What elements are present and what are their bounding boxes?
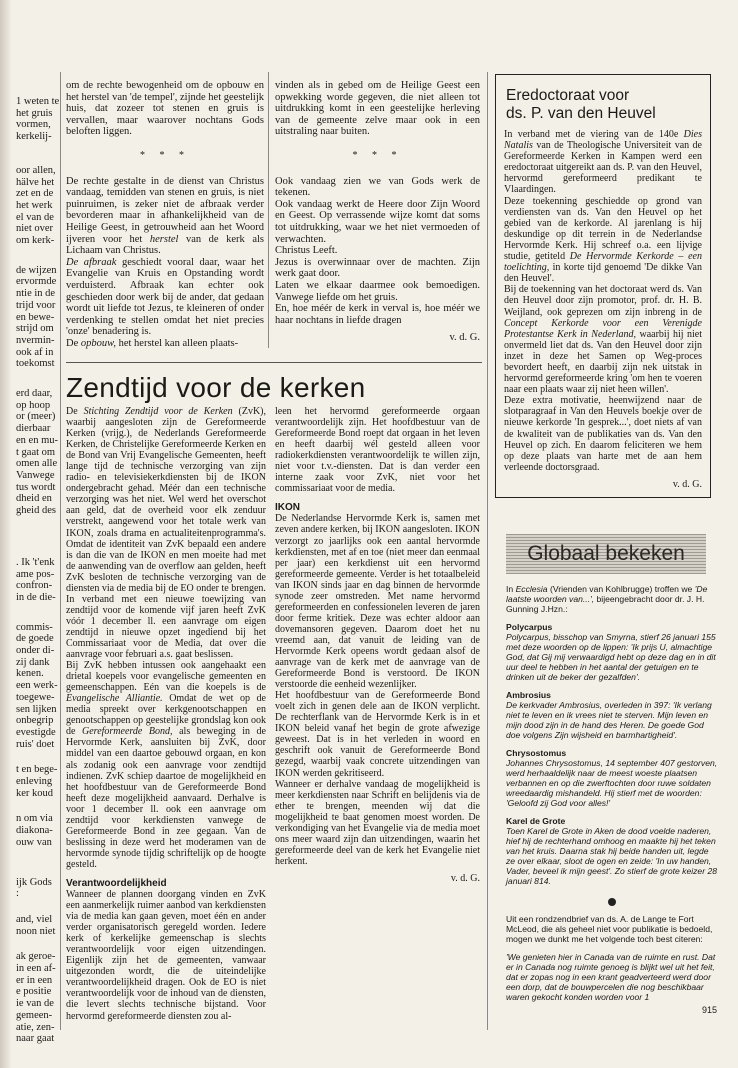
fragment-line: en en mu- (16, 434, 58, 446)
fragment-line: strijd om (16, 323, 54, 335)
fragment-line: hälve het (16, 176, 55, 188)
fragment-line: nvermin- (16, 334, 55, 346)
fragment-line: op hoop (16, 399, 51, 411)
fragment-line: ame pos- (16, 568, 55, 580)
fragment-line: het gruis (16, 107, 53, 119)
globaal-outro: Uit een rondzendbrief van ds. A. de Lange te Fort McLeod, die als geheel niet voor publikatie is bedoeld, mogen we dunkt me het volgende toch best citeren: (506, 914, 713, 944)
fragment-line: om kerk- (16, 235, 55, 247)
top-col1-paragraph-4: De opbouw, het herstel kan alleen plaats- (66, 337, 239, 349)
fragment-line: evestigde (16, 726, 56, 738)
top-col1-paragraph-3: De afbraak geschiedt vooral daar, waar het Evangelie van Kruis en Opstanding wordt verduisterd. Afbraak kan echter ook geschieden door werk bij de ander, dat gedaan wordt uit liefde tot Jezus, te kleineren of onder verdenking te stellen omdat het niet precies 'onze' benadering is. (66, 256, 264, 338)
fragment-line: noon niet (16, 925, 56, 937)
fragment-line: el van de (16, 211, 54, 223)
fragment-line: naar gaat (16, 1033, 55, 1045)
fragment-line: onbegrip (16, 715, 54, 727)
fragment-line: diakona- (16, 825, 53, 837)
bullet-dot-icon (608, 898, 616, 906)
zendtijd-column-2 (275, 406, 480, 1008)
fragment-line: and, viel (16, 913, 53, 925)
zendtijd-paragraph-4: Wanneer de plannen doorgang vinden en ZvK een aanmerkelijk ruimer aanbod van kerkdiensten via de media kan gaan geven, moet één en ander verder organisatorisch geregeld worden. Iedere kerk of kerkelijke gemeenschap is slechts verantwoordelijk voor eigen uitzendingen. Eigenlijk zijn het de gemeenten, vanwaar uitgezonden wordt, die de uiteindelijke verantwoordelijkheid dragen. Ook de EO is niet verantwoordelijk voor de inhoud van de diensten, die levert slechts technische bijstand. Voor hervormd gereformeerde diensten zou al- (66, 889, 266, 1022)
fragment-line: . Ik 't'enk (16, 556, 55, 568)
top-article-signature: v. d. G. (449, 332, 480, 344)
top-col2-line: Ook vandaag werkt de Heere door Zijn Woord en Geest. Op verrassende wijze komt dat soms tot uitdrukking, waar we het niet vermoeden of verwachten. (275, 198, 480, 245)
fragment-line: atie, zen- (16, 1021, 55, 1033)
globaal-item-heading: Chrysostomus (506, 748, 567, 758)
left-fragment-column (16, 96, 60, 1045)
fragment-line: een werk- (16, 680, 58, 692)
fragment-line: t en bege- (16, 764, 58, 776)
article-headline: Zendtijd voor de kerken (66, 372, 366, 403)
globaal-item-text: Polycarpus, bisschop van Smyrna, stierf 26 januari 155 met deze woorden op de lippen: 'Ik prijs U, almachtige God, dat Gij mij verwaardigd hebt op deze dag en in dit uur deel te hebben in het aantal der getuigen en te drinken uit de beker der gezalfden'. (506, 632, 716, 682)
section-stars: * * * (140, 149, 190, 161)
globaal-item-heading: Ambrosius (506, 690, 551, 700)
fragment-line: in een af- (16, 963, 56, 975)
fragment-line: toegewe- (16, 691, 55, 703)
top-article-column-2 (275, 80, 480, 352)
fragment-block (16, 877, 56, 900)
fragment-block (16, 165, 56, 247)
fragment-line: zet en de (16, 188, 54, 200)
fragment-line: oor allen, (16, 164, 56, 176)
fragment-line: Vanwege (16, 469, 55, 481)
fragment-line: : (16, 888, 19, 900)
globaal-item-text: Johannes Chrysostomus, 14 september 407 gestorven, werd herhaaldelijk naar de meest woeste plaatsen verbannen en op die zwerftochten door ruwe soldaten wreedaardig mishandeld. Hij stierf met de woorden: 'Geloofd zij God voor alles!' (506, 758, 718, 808)
globaal-item-heading: Polycarpus (506, 622, 553, 632)
fragment-line: de wijzen (16, 264, 57, 276)
fragment-line: kenen. (16, 668, 44, 680)
subheading-verantwoordelijkheid: Verantwoordelijkheid (66, 877, 167, 889)
fragment-line: gemeen- (16, 1009, 53, 1021)
fragment-line: vormen, (16, 119, 51, 131)
fragment-line: enleving (16, 776, 53, 788)
zendtijd-signature: v. d. G. (450, 872, 480, 884)
top-col2-line: Jezus is overwinnaar over de machten. Zijn werk gaat door. (275, 256, 480, 280)
fragment-line: dheid en (16, 493, 52, 505)
zendtijd-col2-paragraph-3: Het hoofdbestuur van de Gereformeerde Bond voelt zich in genen dele aan de IKON verplicht. De rechterflank van de Hervormde Kerk is in et IKON beleid vanaf het begin de grote afwezige geweest. Dat is in het verleden in woord en geschrift ook vanuit de Gereformeerde Bond gezegd, waarbij vaak concrete uitzendingen van IKON werden gekritiseerd. (275, 690, 480, 779)
globaal-intro: In Ecclesia (Vrienden van Kohlbrugge) troffen we 'De laatste woorden van...', bijeengebracht door dr. J. H. Gunning J.Hzn.: (506, 584, 708, 614)
top-col1-paragraph-2: De rechte gestalte in de dienst van Christus vandaag, temidden van stenen en gruis, is niet puinruimen, is zeker niet de afbraak verder bevorderen maar in afhankelijkheid van de Heilige Geest, in getrouwheid aan het Woord ijveren voor het herstel van de kerk als Lichaam van Christus. (66, 175, 264, 257)
eredoctoraat-signature: v. d. G. (672, 478, 702, 490)
fragment-line: 1 weten te (16, 96, 60, 107)
top-col2-line: Christus Leeft. (275, 245, 338, 257)
fragment-line: commis- (16, 621, 53, 633)
fragment-line: ijk Gods (16, 876, 52, 888)
subheading-ikon: IKON (275, 502, 300, 514)
fragment-line: omen alle (16, 458, 58, 470)
fragment-block (16, 388, 56, 517)
fragment-block (16, 764, 56, 799)
fragment-line: en bewe- (16, 311, 55, 323)
fragment-line: ie van de (16, 998, 54, 1010)
zendtijd-paragraph-2: In verband met een nieuwe toewijzing van zendtijd voor de komende vijf jaren heeft ZvK vóór 1 december ll. een aanvrage om eigen zendtijd in nieuwe opzet ingediend bij het Commissariaat voor de Media, dat over die aanvrage voor februari a.s. gaat beslissen. (66, 593, 266, 661)
top-col2-paragraph-1: vinden als in gebed om de Heilige Geest een opwekking worde gegeven, die niet alleen tot uitdrukking komt in een geestelijke herleving van de gemeente zelve maar ook in een uitstraling naar buiten. (275, 80, 480, 138)
eredoctoraat-body: In verband met de viering van de 140e Dies Natalis van de Theologische Universiteit van de Gereformeerde Kerken in Kampen werd een eredoctoraat uitgereikt aan ds. P. van den Heuvel, hervormd gereformeerd predikant te Vlaardingen. Deze toekenning geschiedde op grond van verdiensten van ds. Van den Heuvel op het gebied van de kerkorde. Al jarenlang is hij deskundige op dit terrein in de Nederlandse Hervormde Kerk. Hij schreef o.a. een lijvige studie, getiteld De Hervormde Kerkorde – een toelichting, in korte tijd genoemd 'De dikke Van den Heuvel'. Bij de toekenning van het doctoraat werd ds. Van den Heuvel door zijn promotor, prof. dr. H. B. Weijland, ook geprezen om zijn inbreng in de Concept Kerkorde voor een Verenigde Protestantse Kerk in Nederland, waarbij hij niet onvermeld liet dat ds. Van den Heuvel door zijn inzet in deze het Samen op Weg-proces bevordert heeft, en daarbij zijn nek uitstak in hervormd gereformeerde kring 'om hen te voeren naar een plaats waar zij niet heen willen'. Deze extra motivatie, heenwijzend naar de slotparagraaf in Van den Heuvels boekje over de nieuwe kerkorde 'In gesprek...', doet niets af van de kwaliteit van de publikaties van ds. Van den Heuvel op zich. En daarom feliciteren we hem op deze plaats van harte met de aan hem verleende doctorsgraad. v. d. G. (504, 129, 703, 490)
eredoctoraat-title: Eredoctoraat voor ds. P. van den Heuvel (506, 87, 656, 122)
top-article-column-1 (66, 80, 264, 352)
globaal-quote: 'We genieten hier in Canada van de ruimte en rust. Dat er in Canada nog ruimte genoeg is blijkt wel uit het feit, dat er zopas nog in een krant geadverteerd werd door een dorp, dat de bouwpercelen die nog beschikbaar waren gekocht konden worden voor 1 (506, 952, 716, 1002)
fragment-line: ervormde (16, 276, 57, 288)
page-spine (0, 0, 12, 1068)
zendtijd-col2-paragraph-1: leen het hervormd gereformeerde orgaan verantwoordelijk zijn. Het hoofdbestuur van de Gereformeerde Bond roept dat orgaan in het leven en heeft daarbij wél gesteld alleen voor radiokerkdiensten verantwoordelijk te willen zijn, niet voor t.v.-diensten. Dat is dan verder een interne zaak voor ZvK, niet voor het commissariaat voor de media. (275, 406, 480, 495)
fragment-line: confron- (16, 580, 53, 592)
fragment-line: trijd voor (16, 299, 56, 311)
top-col2-line: En, hoe méér de kerk in verval is, hoe méér we haar nochtans in liefde dragen (275, 303, 480, 326)
fragment-line: or (meer) (16, 411, 56, 423)
fragment-block (16, 96, 60, 143)
top-col2-line: Ook vandaag zien we van Gods werk de tekenen. (275, 175, 480, 199)
top-col2-line: Laten we elkaar daarmee ook bemoedigen. Vanwege liefde om het gruis. (275, 279, 480, 303)
zendtijd-col2-paragraph-4: Wanneer er derhalve vandaag de mogelijkheid is meer kerkdiensten naar Schrift en belijdenis via de ether te brengen, meenden wij dat die mogelijkheid te baat genomen moest worden. De verkondiging van het Evangelie via de media moet ons meer waard zijn dan uitzendingen, waarin het gereformeerde deel van de kerk het Evangelie niet herkent. (275, 778, 480, 867)
fragment-line: onder di- (16, 645, 55, 657)
fragment-line: tus wordt (16, 481, 56, 493)
globaal-bekeken-section (506, 584, 718, 1002)
zendtijd-intro: De Stichting Zendtijd voor de Kerken (ZvK), waarbij aangesloten zijn de Gereformeerde Kerken (vrijg.), de Nederlands Gereformeerde Kerken, de Christelijke Gereformeerde Kerken en de Bond van Vrij Evangelische Gemeenten, heeft lange tijd de technische verzorging van zijn radio- en televisiekerkdiensten bij de IKON ondergebracht gehad. Méér dan een technische verzorging was het niet. Wel werd het overschot aan geld, dat de overheid voor elk zenduur verstrekt, aangewend voor het totale werk van IKON, zoals drama en actualiteitenprogramma's. Omdat de identiteit van ZvK bepaald een andere is dan die van de IKON en men moeite had met de aanwending van de overflow aan gelden, heeft ZvK besloten de technische verzorging van de diensten via de media bij de EO onder te brengen. (66, 406, 267, 594)
fragment-line: de goede (16, 633, 54, 645)
fragment-line: in de die- (16, 591, 56, 603)
fragment-line: niet over (16, 223, 54, 235)
globaal-item-text: De kerkvader Ambrosius, overleden in 397: 'Ik verlang niet te leven en ik vrees niet te sterven. Mijn leven en mijn dood zijn in de hand des Heren. De goede God doe volgens Zijn wijsheid en barmhartigheid'. (506, 700, 712, 740)
fragment-block (16, 557, 56, 604)
fragment-block (16, 951, 56, 1045)
fragment-line: het werk (16, 199, 53, 211)
fragment-line: ker koud (16, 787, 54, 799)
fragment-line: e positie (16, 986, 52, 998)
zendtijd-column-1 (66, 406, 267, 1022)
eredoctoraat-box (495, 74, 711, 498)
fragment-line: kerkelij- (16, 131, 52, 143)
globaal-bekeken-banner: Globaal bekeken (506, 534, 706, 574)
globaal-item-heading: Karel de Grote (506, 816, 566, 826)
fragment-line: n om via (16, 813, 53, 825)
fragment-block (16, 914, 56, 937)
fragment-line: ouw van (16, 836, 52, 848)
fragment-block (16, 622, 56, 751)
fragment-line: erd daar, (16, 388, 53, 400)
fragment-line: gheid des (16, 505, 56, 517)
section-stars-2: * * * (352, 149, 403, 161)
zendtijd-col2-paragraph-2: De Nederlandse Hervormde Kerk is, samen met zeven andere kerken, bij IKON aangesloten. IKON verzorgt zo jaarlijks ook een aantal hervormde kerkdiensten, met af en toe (niet meer dan eenmaal per jaar) een kerkdienst uit een hervormd gereformeerde gemeente. Verder is het totaalbeleid van IKON sinds jaar en dag binnen de hervormde synode zeer omstreden. Met name hervormd gereformeerden en confessionelen leveren de jaren door ferme kritiek. Deze was echter aldoor aan dovemansoren gegeven. Daarom doet het nu vreemd aan, dat vanuit de leiding van de Hervormde Kerk opeens wordt gedaan alsof de aanvrage van de kerk met de aanvrage van de Gereformeerde Bond is verstoord. De IKON verstoorde die eenheid wezenlijker. (275, 513, 480, 691)
fragment-line: sen lijken (16, 703, 57, 715)
fragment-line: ruis' doet (16, 738, 55, 750)
fragment-line: er in een (16, 974, 53, 986)
fragment-line: ntie in de (16, 288, 56, 300)
fragment-line: ook af in (16, 346, 54, 358)
fragment-line: t gaat om (16, 446, 56, 458)
fragment-line: zij dank (16, 656, 50, 668)
zendtijd-paragraph-3: Bij ZvK hebben intussen ook aangehaakt een drietal koepels voor evangelische gemeenten en gemeenschappen. Eén van die koepels is de Evangelische Alliantie. Omdat de wet op de media spreekt over kerkgenootschappen en genootschappen op geestelijke grondslag kon ook de Gereformeerde Bond, als beweging in de Hervormde Kerk, aansluiten bij ZvK, door middel van een daartoe gebouwd orgaan, en kon als zodanig ook een aanvrage voor zendtijd indienen. ZvK schiep daartoe de mogelijkheid en het hoofdbestuur van de Gereformeerde Bond heeft deze mogelijkheid aanvaard. Derhalve is voor 1 december ll. ook een aanvrage om zendtijd voor kerkdiensten vanwege de Gereformeerde Bond in zee gegaan. Van de beslissing in deze werd het moderamen van de hervormde synode tijdig schriftelijk op de hoogte gesteld. (66, 660, 266, 870)
fragment-line: dierbaar (16, 423, 51, 435)
fragment-line: ak geroe- (16, 951, 56, 963)
top-col1-paragraph-1: om de rechte bewogenheid om de opbouw en het herstel van 'de tempel', zijnde het geestelijk huis, dat zozeer tot stenen en gruis is vervallen, maar waarover nochtans Gods beloften liggen. (66, 80, 264, 138)
page-number: 915 (702, 1005, 718, 1015)
fragment-block (16, 265, 56, 370)
fragment-line: toekomst (16, 358, 55, 370)
globaal-item-text: Toen Karel de Grote in Aken de dood voelde naderen, hief hij de rechterhand omhoog en maakte hij het teken van het kruis. Daarna stak hij beide handen uit, legde ze over elkaar, sloot de ogen en zeide: 'In uw handen, Vader, beveel ik mijn geest'. Zo stierf de grote keizer 28 januari 814. (506, 826, 718, 886)
fragment-block (16, 813, 56, 848)
